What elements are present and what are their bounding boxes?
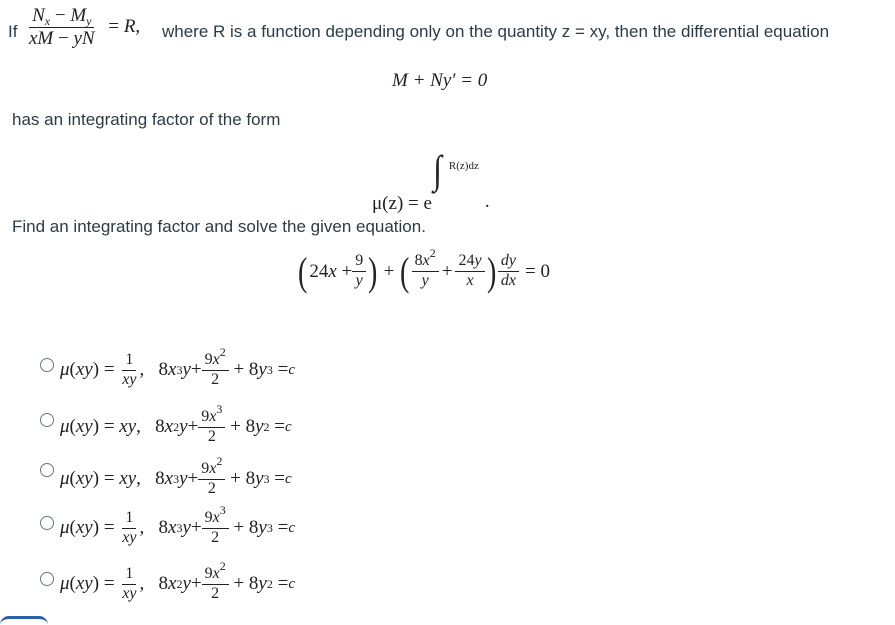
- mu-z-label: μ(z) = e: [372, 193, 432, 214]
- option-5-radio[interactable]: [40, 572, 54, 586]
- option-2-radio[interactable]: [40, 413, 54, 427]
- scroll-indicator: [0, 616, 48, 625]
- option-2[interactable]: μ ( xy ) = xy , 8 x 2 y + $\frac{9x^3}{2}$ + 8 y 2 = c: [60, 402, 292, 445]
- condition-fraction: $\frac{N_x - M_y}{xM - yN}$ = R,: [29, 5, 141, 49]
- given-equation: ( 24x + $\frac{9}{y}$ ) + ( $\frac{8x^2}{y}$ + $\frac{24y}{x}$ ) $\frac{dy}{dx}$ = 0: [297, 246, 550, 294]
- has-factor-text: has an integrating factor of the form: [12, 110, 281, 129]
- task-text: Find an integrating factor and solve the given equation.: [12, 217, 426, 236]
- option-1[interactable]: μ ( xy ) = $\frac{1}{xy}$ , 8 x 3 y + $\frac{9x^2}{2}$ + 8 y 3 = c: [60, 345, 295, 388]
- option-1-radio[interactable]: [40, 358, 54, 372]
- intro-if: If: [8, 22, 18, 41]
- option-5[interactable]: μ ( xy ) = $\frac{1}{xy}$ , 8 x 2 y + $\frac{9x^2}{2}$ + 8 y 2 = c: [60, 559, 295, 602]
- integral-icon: ∫: [433, 147, 442, 192]
- option-3[interactable]: μ ( xy ) = xy , 8 x 3 y + $\frac{9x^2}{2}$ + 8 y 3 = c: [60, 454, 292, 497]
- intro-statement: where R is a function depending only on the quantity z = xy, then the differential equation: [162, 22, 830, 41]
- option-4[interactable]: μ ( xy ) = $\frac{1}{xy}$ , 8 x 3 y + $\frac{9x^3}{2}$ + 8 y 3 = c: [60, 503, 295, 546]
- main-equation: M + Ny′ = 0: [392, 70, 488, 91]
- option-4-radio[interactable]: [40, 516, 54, 530]
- option-3-radio[interactable]: [40, 463, 54, 477]
- period: .: [484, 191, 490, 212]
- exponent: R(z)dz: [448, 160, 479, 172]
- mu-z-formula: [372, 146, 490, 215]
